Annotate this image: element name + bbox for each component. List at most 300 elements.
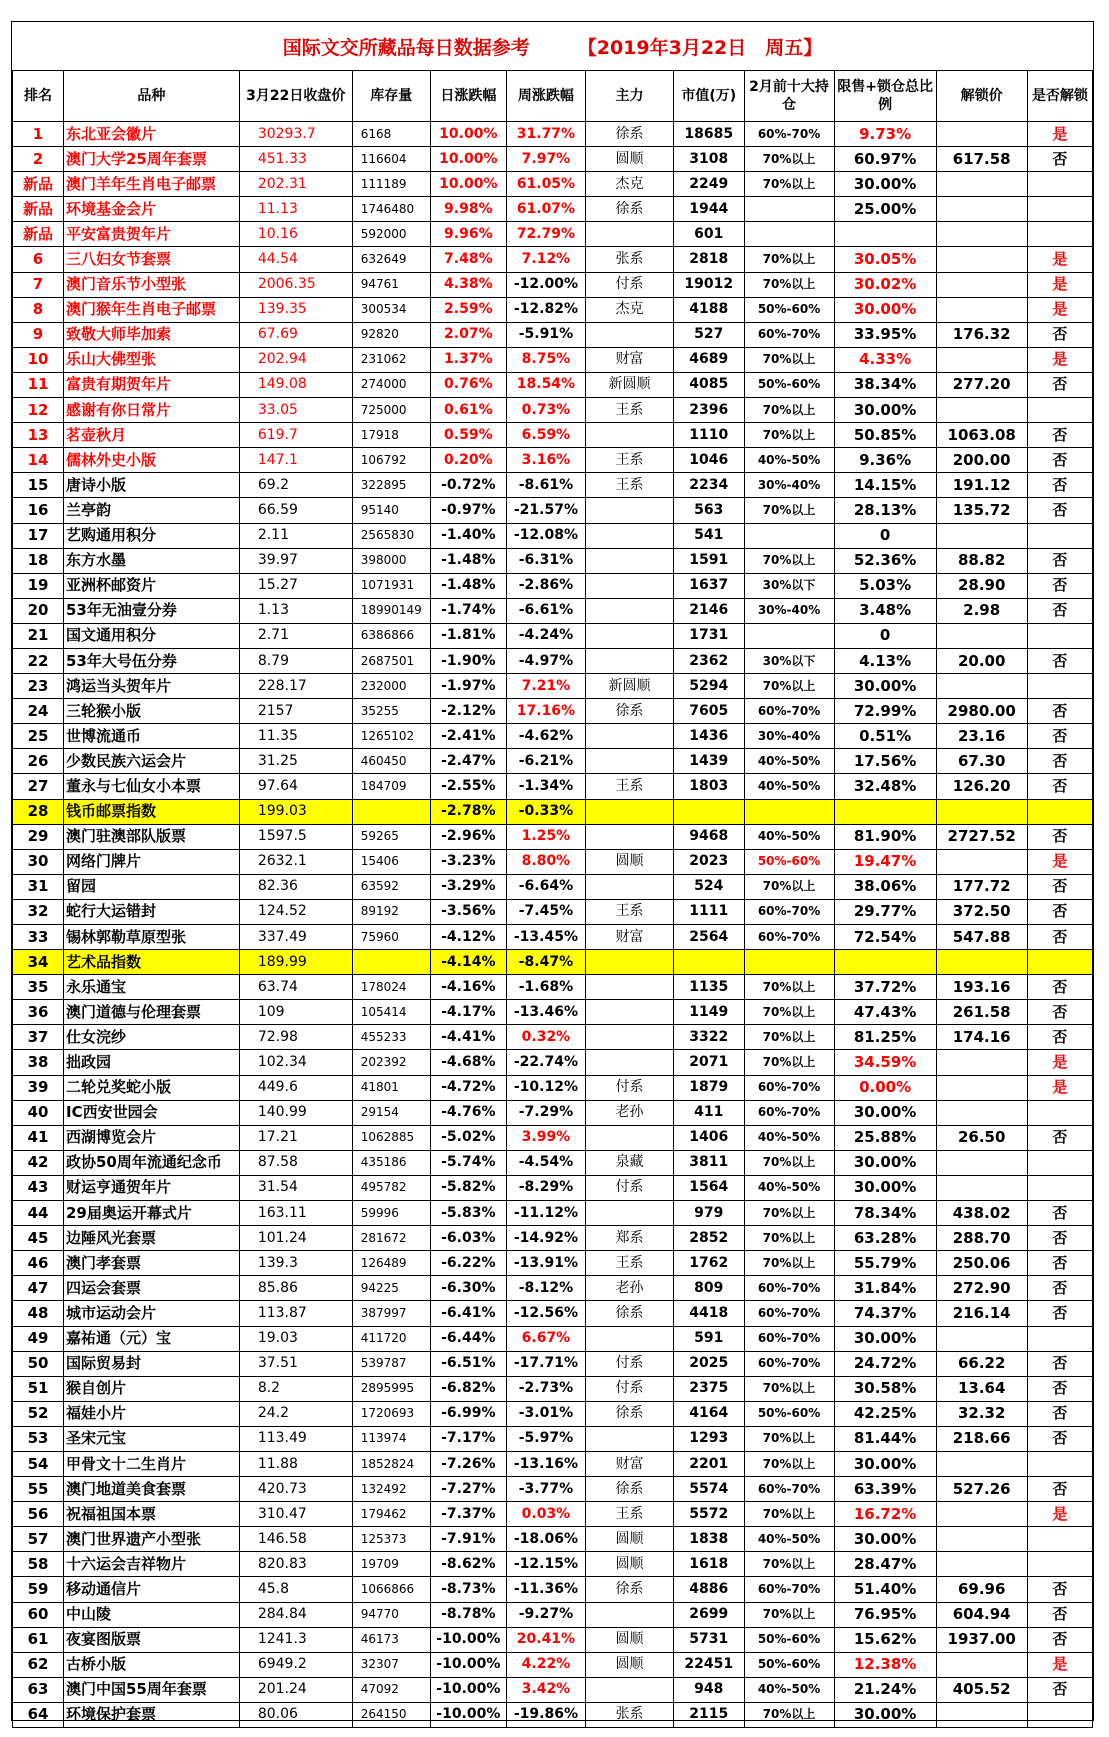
row-stock: 184709 [352, 774, 430, 799]
row-top10-holdings: 40%-50% [744, 749, 834, 774]
row-main-holder: 付系 [586, 1175, 674, 1200]
row-market-cap: 2375 [673, 1376, 744, 1401]
row-unlocked: 否 [1027, 1351, 1092, 1376]
row-name: 53年无油壹分券 [64, 598, 240, 623]
row-unlock-price [936, 122, 1027, 147]
col-header-day-change[interactable]: 日涨跌幅 [430, 71, 506, 122]
row-day-change: -2.96% [430, 824, 506, 849]
table-row[interactable] [13, 1426, 1093, 1451]
col-header-week-change[interactable]: 周涨跌幅 [506, 71, 585, 122]
row-stock: 264150 [352, 1702, 430, 1727]
row-stock: 106792 [352, 448, 430, 473]
row-name: 福娃小片 [64, 1401, 240, 1426]
row-unlock-price [936, 1100, 1027, 1125]
row-stock: 1720693 [352, 1401, 430, 1426]
row-unlock-price [936, 523, 1027, 548]
row-close-price: 2006.35 [239, 272, 352, 297]
row-day-change: 9.96% [430, 222, 506, 247]
row-main-holder: 财富 [586, 347, 674, 372]
table-row[interactable] [13, 1150, 1093, 1175]
row-lock-ratio: 9.36% [834, 448, 936, 473]
table-row[interactable] [13, 372, 1093, 397]
row-unlocked: 否 [1027, 322, 1092, 347]
table-row[interactable] [13, 1677, 1093, 1702]
table-row[interactable] [13, 1527, 1093, 1552]
row-unlocked [1027, 398, 1092, 423]
row-unlock-price: 20.00 [936, 648, 1027, 673]
row-stock: 29154 [352, 1100, 430, 1125]
row-main-holder: 王系 [586, 473, 674, 498]
table-row[interactable] [13, 423, 1093, 448]
row-week-change: 0.32% [506, 1025, 585, 1050]
row-lock-ratio [834, 799, 936, 824]
row-name: 古桥小版 [64, 1652, 240, 1677]
row-top10-holdings: 70%以上 [744, 1376, 834, 1401]
row-close-price: 6949.2 [239, 1652, 352, 1677]
row-unlocked: 否 [1027, 925, 1092, 950]
row-main-holder [586, 1000, 674, 1025]
row-rank: 47 [13, 1276, 64, 1301]
table-row[interactable] [13, 1401, 1093, 1426]
row-week-change: -17.71% [506, 1351, 585, 1376]
row-unlocked: 否 [1027, 372, 1092, 397]
table-row[interactable] [13, 197, 1093, 222]
row-lock-ratio: 30.05% [834, 247, 936, 272]
table-row[interactable] [13, 247, 1093, 272]
row-close-price: 11.13 [239, 197, 352, 222]
table-row[interactable] [13, 975, 1093, 1000]
row-day-change: -10.00% [430, 1702, 506, 1727]
row-stock: 2565830 [352, 523, 430, 548]
row-unlocked [1027, 222, 1092, 247]
row-rank: 37 [13, 1025, 64, 1050]
row-unlock-price: 66.22 [936, 1351, 1027, 1376]
row-market-cap: 2115 [673, 1702, 744, 1727]
table-row[interactable] [13, 950, 1093, 975]
row-rank: 32 [13, 899, 64, 924]
col-header-name[interactable]: 品种 [64, 71, 240, 122]
row-week-change: 0.03% [506, 1502, 585, 1527]
row-week-change: 3.42% [506, 1677, 585, 1702]
row-unlocked [1027, 1175, 1092, 1200]
row-rank: 12 [13, 398, 64, 423]
row-main-holder: 付系 [586, 1351, 674, 1376]
row-unlock-price: 372.50 [936, 899, 1027, 924]
row-name: 唐诗小版 [64, 473, 240, 498]
row-market-cap: 5572 [673, 1502, 744, 1527]
col-header-stock[interactable]: 库存量 [352, 71, 430, 122]
row-lock-ratio: 30.00% [834, 172, 936, 197]
row-stock: 2687501 [352, 648, 430, 673]
row-lock-ratio: 34.59% [834, 1050, 936, 1075]
table-row[interactable] [13, 272, 1093, 297]
table-row[interactable] [13, 523, 1093, 548]
row-unlock-price [936, 1552, 1027, 1577]
row-rank: 23 [13, 674, 64, 699]
row-main-holder: 王系 [586, 1251, 674, 1276]
row-day-change: -2.12% [430, 699, 506, 724]
col-header-rank[interactable]: 排名 [13, 71, 64, 122]
table-row[interactable] [13, 322, 1093, 347]
row-rank: 35 [13, 975, 64, 1000]
row-unlock-price [936, 1150, 1027, 1175]
table-row[interactable] [13, 1326, 1093, 1351]
row-name: 兰亭韵 [64, 498, 240, 523]
col-header-price[interactable]: 3月22日收盘价 [239, 71, 352, 122]
table-row[interactable] [13, 1577, 1093, 1602]
col-header-unlock-price[interactable]: 解锁价 [936, 71, 1027, 122]
row-day-change: -6.99% [430, 1401, 506, 1426]
row-top10-holdings: 50%-60% [744, 849, 834, 874]
row-rank: 61 [13, 1627, 64, 1652]
table-row[interactable] [13, 347, 1093, 372]
table-row[interactable] [13, 1025, 1093, 1050]
row-unlocked: 否 [1027, 1677, 1092, 1702]
table-row[interactable] [13, 1075, 1093, 1100]
row-stock: 281672 [352, 1226, 430, 1251]
table-row[interactable] [13, 122, 1093, 147]
row-rank: 13 [13, 423, 64, 448]
table-row[interactable] [13, 925, 1093, 950]
row-unlock-price: 174.16 [936, 1025, 1027, 1050]
row-day-change: -6.30% [430, 1276, 506, 1301]
table-row[interactable] [13, 448, 1093, 473]
row-market-cap: 3322 [673, 1025, 744, 1050]
row-top10-holdings: 60%-70% [744, 1326, 834, 1351]
row-main-holder [586, 950, 674, 975]
row-market-cap: 411 [673, 1100, 744, 1125]
table-row[interactable] [13, 598, 1093, 623]
col-header-main-holder[interactable]: 主力 [586, 71, 674, 122]
table-row[interactable] [13, 548, 1093, 573]
row-unlocked: 是 [1027, 1050, 1092, 1075]
table-row[interactable] [13, 1125, 1093, 1150]
row-lock-ratio: 81.90% [834, 824, 936, 849]
row-stock: 113974 [352, 1426, 430, 1451]
row-close-price: 63.74 [239, 975, 352, 1000]
row-top10-holdings: 70%以上 [744, 147, 834, 172]
row-week-change: 18.54% [506, 372, 585, 397]
table-row[interactable] [13, 1100, 1093, 1125]
row-stock: 1071931 [352, 573, 430, 598]
row-name: 澳门道德与伦理套票 [64, 1000, 240, 1025]
row-lock-ratio [834, 222, 936, 247]
row-unlocked: 是 [1027, 247, 1092, 272]
table-row[interactable] [13, 623, 1093, 648]
row-market-cap: 809 [673, 1276, 744, 1301]
row-close-price: 163.11 [239, 1201, 352, 1226]
row-lock-ratio: 81.44% [834, 1426, 936, 1451]
row-day-change: 10.00% [430, 172, 506, 197]
table-row[interactable] [13, 498, 1093, 523]
row-close-price: 67.69 [239, 322, 352, 347]
row-day-change: -7.91% [430, 1527, 506, 1552]
table-row[interactable] [13, 172, 1093, 197]
row-name: 53年大号伍分券 [64, 648, 240, 673]
col-header-market-cap[interactable]: 市值(万) [673, 71, 744, 122]
row-close-price: 2.11 [239, 523, 352, 548]
row-unlock-price: 126.20 [936, 774, 1027, 799]
table-row[interactable] [13, 824, 1093, 849]
row-market-cap: 4418 [673, 1301, 744, 1326]
row-stock: 592000 [352, 222, 430, 247]
row-top10-holdings: 70%以上 [744, 272, 834, 297]
row-top10-holdings: 60%-70% [744, 1075, 834, 1100]
row-market-cap: 2362 [673, 648, 744, 673]
row-unlock-price: 28.90 [936, 573, 1027, 598]
row-rank: 63 [13, 1677, 64, 1702]
table-row[interactable] [13, 1702, 1093, 1727]
row-stock: 116604 [352, 147, 430, 172]
row-main-holder: 杰克 [586, 172, 674, 197]
table-row[interactable] [13, 1502, 1093, 1527]
row-unlocked: 是 [1027, 1075, 1092, 1100]
table-row[interactable] [13, 1000, 1093, 1025]
row-stock: 232000 [352, 674, 430, 699]
row-unlock-price: 216.14 [936, 1301, 1027, 1326]
row-unlocked: 否 [1027, 1301, 1092, 1326]
row-day-change: -7.17% [430, 1426, 506, 1451]
row-week-change: -13.46% [506, 1000, 585, 1025]
row-rank: 34 [13, 950, 64, 975]
table-row[interactable] [13, 1276, 1093, 1301]
row-market-cap: 1879 [673, 1075, 744, 1100]
row-stock: 15406 [352, 849, 430, 874]
row-close-price: 45.8 [239, 1577, 352, 1602]
table-row[interactable] [13, 648, 1093, 673]
table-row[interactable] [13, 1552, 1093, 1577]
row-name: 环境基金会片 [64, 197, 240, 222]
row-main-holder [586, 1201, 674, 1226]
row-unlocked: 否 [1027, 1401, 1092, 1426]
table-row[interactable] [13, 1201, 1093, 1226]
table-row[interactable] [13, 874, 1093, 899]
row-stock: 398000 [352, 548, 430, 573]
table-row[interactable] [13, 1376, 1093, 1401]
row-stock: 202392 [352, 1050, 430, 1075]
row-stock: 75960 [352, 925, 430, 950]
row-main-holder: 王系 [586, 398, 674, 423]
row-unlock-price [936, 1527, 1027, 1552]
table-row[interactable] [13, 1175, 1093, 1200]
row-main-holder: 张系 [586, 247, 674, 272]
row-lock-ratio: 63.39% [834, 1477, 936, 1502]
row-close-price: 2.71 [239, 623, 352, 648]
row-market-cap: 2852 [673, 1226, 744, 1251]
row-rank: 11 [13, 372, 64, 397]
row-unlocked: 否 [1027, 448, 1092, 473]
row-close-price: 10.16 [239, 222, 352, 247]
table-row[interactable] [13, 147, 1093, 172]
row-name: 艺购通用积分 [64, 523, 240, 548]
row-week-change: 20.41% [506, 1627, 585, 1652]
table-row[interactable] [13, 222, 1093, 247]
row-lock-ratio: 16.72% [834, 1502, 936, 1527]
row-stock [352, 950, 430, 975]
row-close-price: 202.31 [239, 172, 352, 197]
table-row[interactable] [13, 573, 1093, 598]
row-close-price: 284.84 [239, 1602, 352, 1627]
row-market-cap: 948 [673, 1677, 744, 1702]
row-market-cap: 5574 [673, 1477, 744, 1502]
row-market-cap: 5294 [673, 674, 744, 699]
row-name: 感谢有你日常片 [64, 398, 240, 423]
table-row[interactable] [13, 849, 1093, 874]
row-top10-holdings: 60%-70% [744, 1100, 834, 1125]
row-unlocked: 否 [1027, 749, 1092, 774]
row-week-change: -4.54% [506, 1150, 585, 1175]
row-week-change: -2.86% [506, 573, 585, 598]
row-market-cap: 1838 [673, 1527, 744, 1552]
table-row[interactable] [13, 297, 1093, 322]
row-top10-holdings: 40%-50% [744, 1125, 834, 1150]
row-name: 29届奥运开幕式片 [64, 1201, 240, 1226]
table-row[interactable] [13, 1226, 1093, 1251]
row-close-price: 140.99 [239, 1100, 352, 1125]
row-day-change: -3.29% [430, 874, 506, 899]
table-row[interactable] [13, 1251, 1093, 1276]
table-row[interactable] [13, 749, 1093, 774]
row-unlock-price: 438.02 [936, 1201, 1027, 1226]
row-main-holder [586, 322, 674, 347]
row-top10-holdings [744, 799, 834, 824]
row-day-change: -5.02% [430, 1125, 506, 1150]
table-row[interactable] [13, 1602, 1093, 1627]
row-unlock-price: 218.66 [936, 1426, 1027, 1451]
row-day-change: -1.90% [430, 648, 506, 673]
row-rank: 38 [13, 1050, 64, 1075]
row-day-change: -0.97% [430, 498, 506, 523]
row-main-holder: 徐系 [586, 1577, 674, 1602]
row-close-price: 24.2 [239, 1401, 352, 1426]
table-row[interactable] [13, 699, 1093, 724]
row-close-price: 113.87 [239, 1301, 352, 1326]
row-unlock-price: 288.70 [936, 1226, 1027, 1251]
row-rank: 42 [13, 1150, 64, 1175]
row-main-holder: 张系 [586, 1702, 674, 1727]
row-stock: 126489 [352, 1251, 430, 1276]
table-row[interactable] [13, 674, 1093, 699]
row-unlock-price: 277.20 [936, 372, 1027, 397]
row-rank: 新品 [13, 172, 64, 197]
row-main-holder [586, 824, 674, 849]
table-row[interactable] [13, 724, 1093, 749]
col-header-top10-holdings[interactable]: 2月前十大持仓 [744, 71, 834, 122]
row-top10-holdings: 70%以上 [744, 1552, 834, 1577]
row-main-holder [586, 1025, 674, 1050]
row-lock-ratio: 28.47% [834, 1552, 936, 1577]
row-market-cap: 1293 [673, 1426, 744, 1451]
row-lock-ratio: 30.00% [834, 398, 936, 423]
row-unlocked: 否 [1027, 648, 1092, 673]
row-unlock-price [936, 297, 1027, 322]
row-week-change: -1.68% [506, 975, 585, 1000]
row-unlocked: 是 [1027, 1502, 1092, 1527]
row-close-price: 39.97 [239, 548, 352, 573]
row-week-change: -11.12% [506, 1201, 585, 1226]
row-top10-holdings: 70%以上 [744, 975, 834, 1000]
col-header-lock-ratio[interactable]: 限售+锁仓总比例 [834, 71, 936, 122]
row-name: 亚洲杯邮资片 [64, 573, 240, 598]
row-day-change: -2.78% [430, 799, 506, 824]
row-rank: 新品 [13, 197, 64, 222]
row-lock-ratio: 30.00% [834, 297, 936, 322]
row-name: 澳门地道美食套票 [64, 1477, 240, 1502]
row-close-price: 199.03 [239, 799, 352, 824]
row-name: 边陲风光套票 [64, 1226, 240, 1251]
row-main-holder: 新圆顺 [586, 674, 674, 699]
row-day-change: -3.56% [430, 899, 506, 924]
row-market-cap: 2564 [673, 925, 744, 950]
table-row[interactable] [13, 1627, 1093, 1652]
row-rank: 64 [13, 1702, 64, 1727]
row-lock-ratio: 32.48% [834, 774, 936, 799]
row-market-cap: 1564 [673, 1175, 744, 1200]
row-unlocked [1027, 1150, 1092, 1175]
row-stock: 179462 [352, 1502, 430, 1527]
row-market-cap: 524 [673, 874, 744, 899]
table-row[interactable] [13, 774, 1093, 799]
row-name: 夜宴图版票 [64, 1627, 240, 1652]
table-row[interactable] [13, 899, 1093, 924]
row-day-change: -1.81% [430, 623, 506, 648]
row-unlock-price: 1937.00 [936, 1627, 1027, 1652]
row-name: 澳门世界遗产小型张 [64, 1527, 240, 1552]
row-day-change: -2.47% [430, 749, 506, 774]
row-main-holder: 圆顺 [586, 1627, 674, 1652]
row-market-cap: 4164 [673, 1401, 744, 1426]
table-row[interactable] [13, 398, 1093, 423]
table-row[interactable] [13, 1652, 1093, 1677]
row-lock-ratio: 55.79% [834, 1251, 936, 1276]
row-lock-ratio: 12.38% [834, 1652, 936, 1677]
row-name: 政协50周年流通纪念币 [64, 1150, 240, 1175]
row-close-price: 15.27 [239, 573, 352, 598]
row-close-price: 19.03 [239, 1326, 352, 1351]
table-row[interactable] [13, 1477, 1093, 1502]
row-top10-holdings: 70%以上 [744, 423, 834, 448]
table-row[interactable] [13, 473, 1093, 498]
row-market-cap: 1406 [673, 1125, 744, 1150]
col-header-unlocked[interactable]: 是否解锁 [1027, 71, 1092, 122]
table-row[interactable] [13, 1050, 1093, 1075]
row-close-price: 33.05 [239, 398, 352, 423]
row-market-cap: 2146 [673, 598, 744, 623]
row-unlocked [1027, 950, 1092, 975]
row-rank: 60 [13, 1602, 64, 1627]
row-name: IC西安世园会 [64, 1100, 240, 1125]
row-main-holder: 新圆顺 [586, 372, 674, 397]
row-main-holder: 徐系 [586, 1401, 674, 1426]
row-name: 三轮猴小版 [64, 699, 240, 724]
row-unlock-price: 261.58 [936, 1000, 1027, 1025]
table-row[interactable] [13, 1351, 1093, 1376]
table-row[interactable] [13, 1301, 1093, 1326]
row-close-price: 124.52 [239, 899, 352, 924]
row-day-change: -0.72% [430, 473, 506, 498]
row-close-price: 201.24 [239, 1677, 352, 1702]
row-stock: 111189 [352, 172, 430, 197]
row-unlocked: 否 [1027, 1025, 1092, 1050]
table-row[interactable] [13, 799, 1093, 824]
row-rank: 53 [13, 1426, 64, 1451]
row-stock: 1746480 [352, 197, 430, 222]
row-lock-ratio: 38.34% [834, 372, 936, 397]
table-row[interactable] [13, 1451, 1093, 1476]
row-rank: 46 [13, 1251, 64, 1276]
row-unlock-price [936, 1075, 1027, 1100]
row-unlocked: 是 [1027, 297, 1092, 322]
